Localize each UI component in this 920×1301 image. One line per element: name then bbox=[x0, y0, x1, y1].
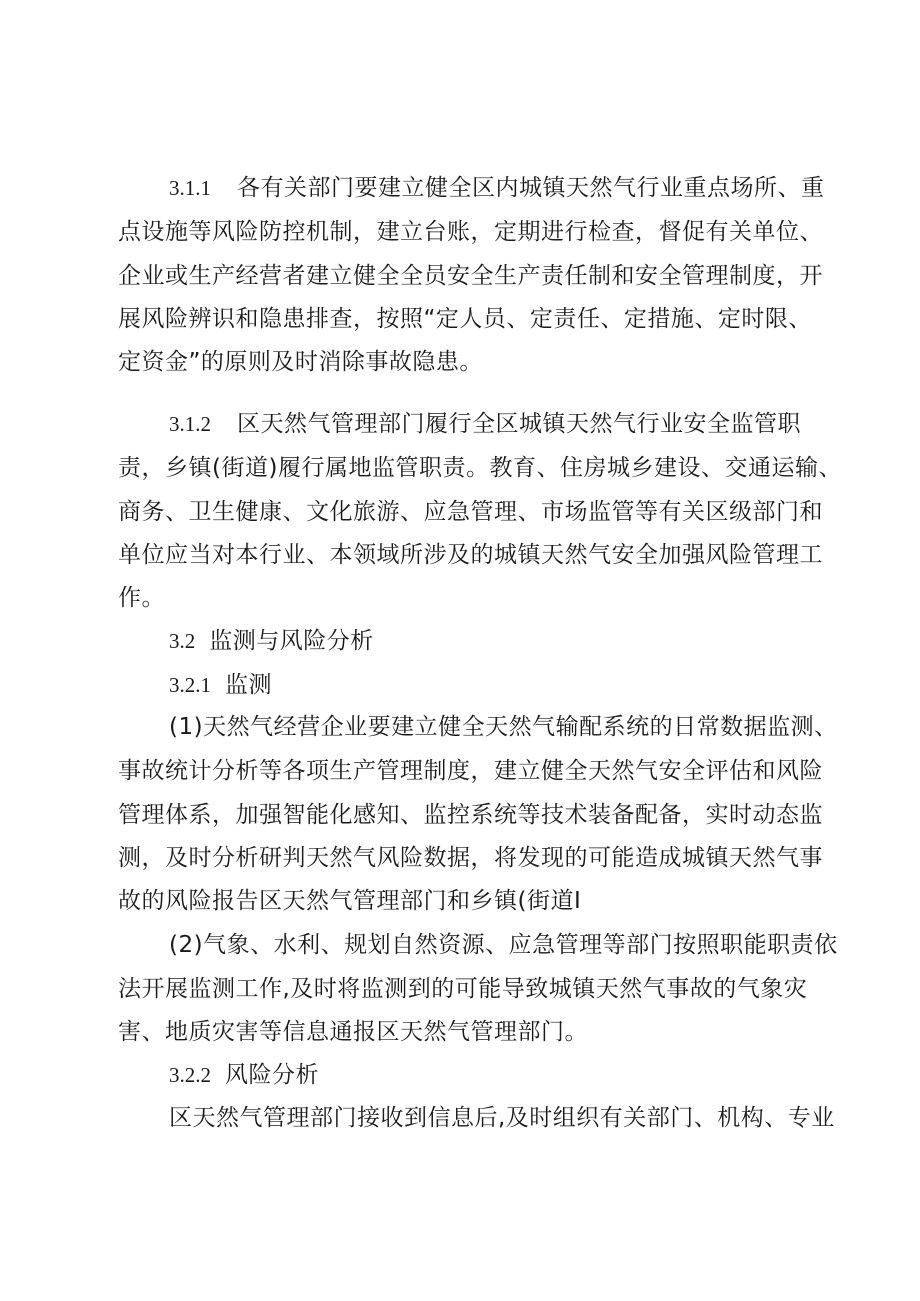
section-number: 3.1.1 bbox=[169, 176, 211, 200]
section-3-1-2-line-5: 作。 bbox=[118, 585, 165, 611]
heading-title: 监测与风险分析 bbox=[209, 628, 374, 654]
section-3-1-1-line-4: 展风险辨识和隐患排查，按照“定人员、定责任、定措施、定时限、 bbox=[118, 306, 812, 332]
paragraph-2-line-2: 法开展监测工作,及时将监测到的可能导致城镇天然气事故的气象灾 bbox=[118, 976, 808, 1002]
paragraph-1-line-4: 测，及时分析研判天然气风险数据，将发现的可能造成城镇天然气事 bbox=[118, 845, 823, 871]
section-3-1-1-line-1: 3.1.1 各有关部门要建立健全区内城镇天然气行业重点场所、重 bbox=[169, 175, 825, 201]
section-3-1-2-line-3: 商务、卫生健康、文化旅游、应急管理、市场监管等有关区级部门和 bbox=[118, 499, 823, 525]
section-3-1-1-line-5: 定资金”的原则及时消除事故隐患。 bbox=[118, 349, 483, 375]
heading-title: 风险分析 bbox=[225, 1062, 319, 1088]
heading-3-2-2 bbox=[169, 1059, 319, 1091]
paragraph-1-line-2: 事故统计分析等各项生产管理制度，建立健全天然气安全评估和风险 bbox=[118, 758, 823, 784]
section-3-1-1-line-2: 点设施等风险防控机制，建立台账，定期进行检查，督促有关单位、 bbox=[118, 219, 823, 245]
section-3-1-2-line-1: 3.1.2 区天然气管理部门履行全区城镇天然气行业安全监管职 bbox=[169, 411, 801, 437]
paragraph-2-line-1: (2)气象、水利、规划自然资源、应急管理等部门按照职能职责依 bbox=[169, 932, 838, 958]
heading-3-2-1 bbox=[169, 669, 272, 701]
paragraph-2-line-3: 害、地质灾害等信息通报区天然气管理部门。 bbox=[118, 1019, 588, 1045]
section-number: 3.2.2 bbox=[169, 1063, 211, 1087]
section-number: 3.2 bbox=[169, 629, 196, 653]
paragraph-1-line-1: (1)天然气经营企业要建立健全天然气输配系统的日常数据监测、 bbox=[169, 714, 838, 740]
section-number: 3.2.1 bbox=[169, 673, 211, 697]
heading-title: 监测 bbox=[225, 672, 272, 698]
paragraph-1-line-5: 故的风险报告区天然气管理部门和乡镇(街道I bbox=[118, 888, 582, 914]
heading-3-2 bbox=[169, 625, 374, 657]
section-3-1-2-line-2: 责，乡镇(街道)履行属地监管职责。教育、住房城乡建设、交通运输、 bbox=[118, 455, 842, 481]
paragraph-1-line-3: 管理体系，加强智能化感知、监控系统等技术装备配备，实时动态监 bbox=[118, 802, 823, 828]
section-number: 3.1.2 bbox=[169, 412, 211, 436]
section-3-1-2-line-4: 单位应当对本行业、本领域所涉及的城镇天然气安全加强风险管理工 bbox=[118, 542, 823, 568]
paragraph-3-line-1: 区天然气管理部门接收到信息后,及时组织有关部门、机构、专业 bbox=[169, 1105, 835, 1131]
section-3-1-1-line-3: 企业或生产经营者建立健全全员安全生产责任制和安全管理制度，开 bbox=[118, 263, 823, 289]
